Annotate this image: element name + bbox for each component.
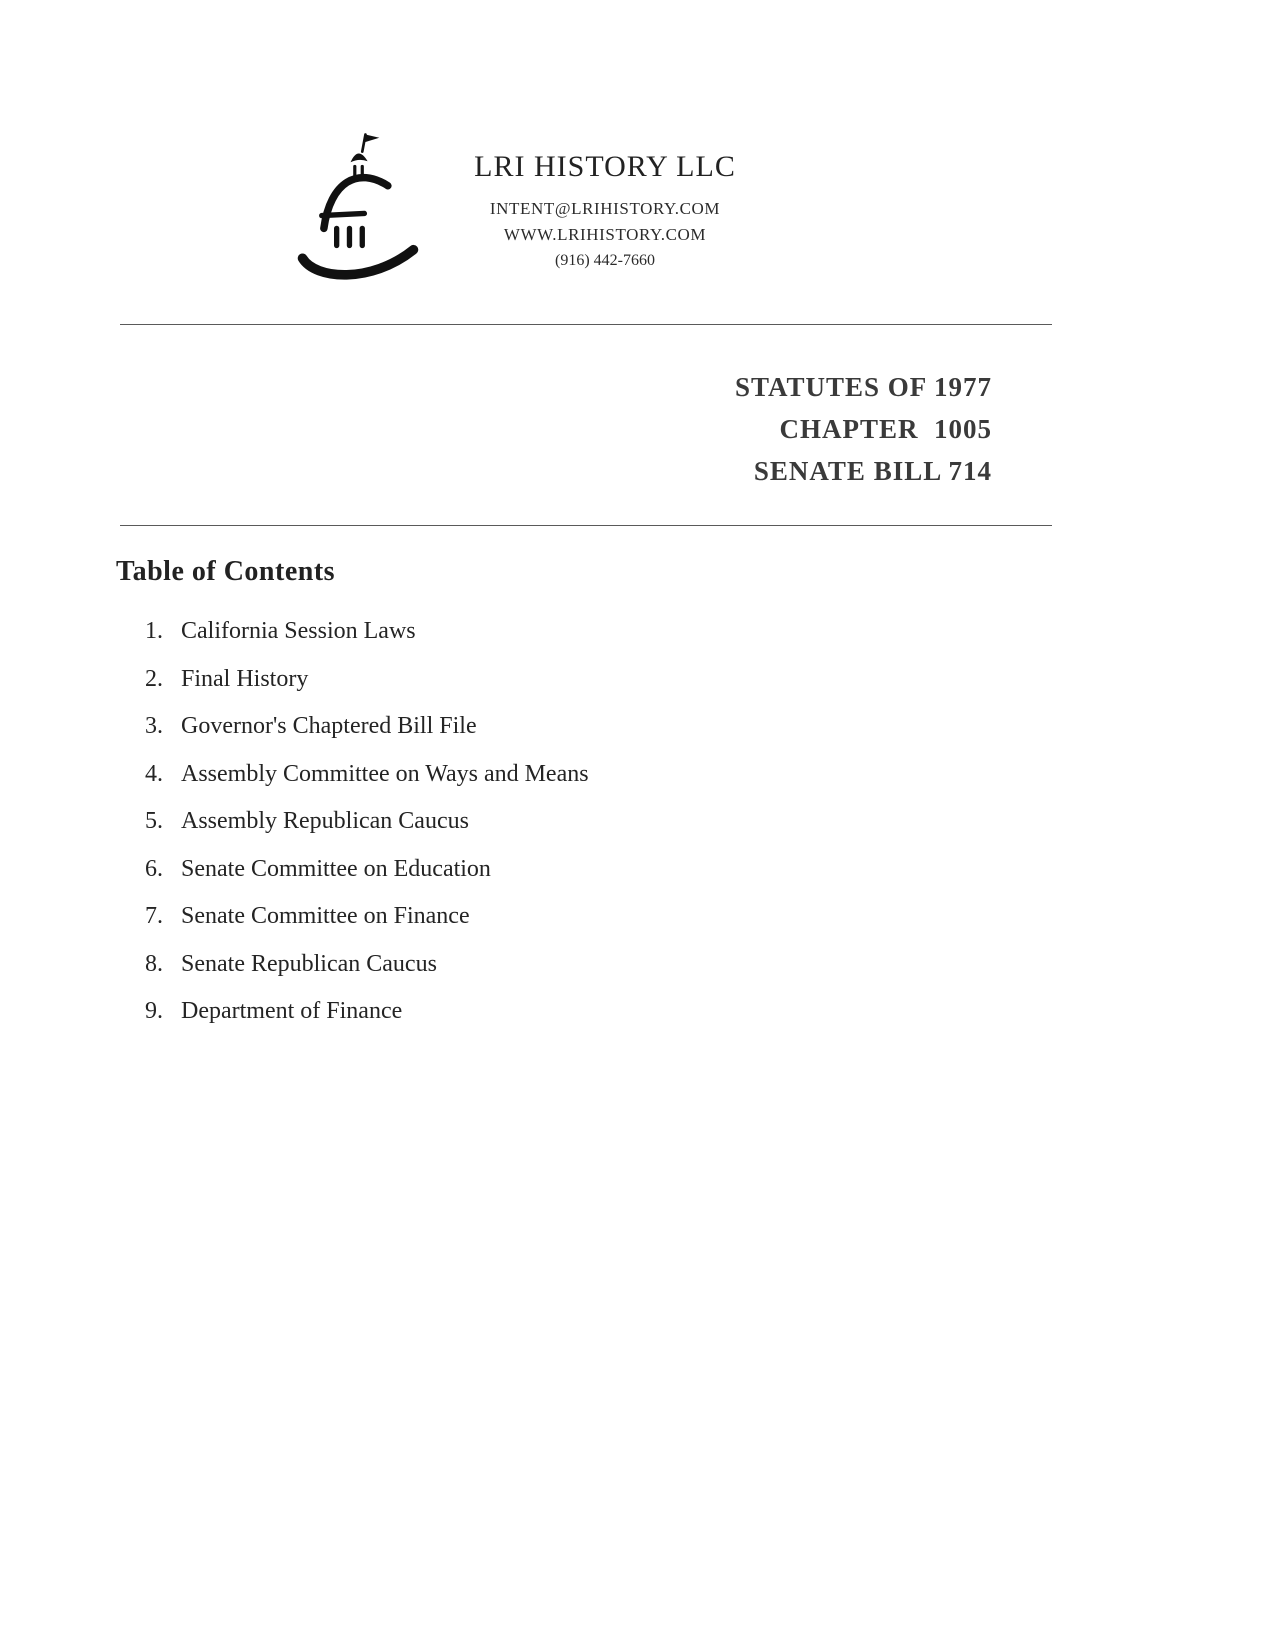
toc-item-number: 1. [145,618,163,644]
toc-item [145,856,845,904]
toc-item-label: Final History [181,665,309,692]
company-name: LRI HISTORY LLC [474,150,736,183]
toc-item [145,666,845,714]
toc-item-label: Department of Finance [181,998,403,1024]
toc-item [145,951,845,999]
toc-item-number: 9. [145,998,163,1024]
company-website: WWW.LRIHISTORY.COM [503,225,707,244]
toc-item-label: Senate Committee on Education [181,855,491,882]
toc-item-number: 2. [145,665,163,692]
toc-item [145,808,845,856]
toc-item-label: Governor's Chaptered Bill File [181,713,477,739]
capitol-logo [288,126,428,286]
letterhead [430,150,780,274]
toc-item [145,903,845,951]
capitol-logo-icon [288,126,428,286]
company-email: INTENT@LRIHISTORY.COM [489,199,721,218]
toc-item-label: Senate Committee on Finance [181,903,470,929]
toc-item-label: Assembly Committee on Ways and Means [181,760,589,787]
toc-item-number: 5. [145,808,163,834]
toc-item-label: California Session Laws [181,618,416,644]
toc-list [145,618,845,1046]
senate-bill-line: SENATE BILL 714 [753,456,992,486]
toc-item [145,713,845,761]
toc-item-number: 3. [145,713,163,739]
toc-item-label: Senate Republican Caucus [181,950,437,977]
statute-reference [120,366,992,492]
toc-item-number: 4. [145,760,163,787]
toc-item [145,998,845,1046]
chapter-line: CHAPTER 1005 [779,414,992,444]
toc-item [145,618,845,666]
company-phone: (916) 442-7660 [555,252,655,269]
toc-item-number: 7. [145,903,163,929]
statutes-line: STATUTES OF 1977 [734,372,992,402]
toc-item-number: 6. [145,855,163,882]
divider-top [120,324,1052,325]
toc-title: Table of Contents [116,556,336,587]
toc-item [145,761,845,809]
divider-bottom [120,525,1052,526]
toc-item-label: Assembly Republican Caucus [181,808,469,834]
toc-item-number: 8. [145,950,163,977]
